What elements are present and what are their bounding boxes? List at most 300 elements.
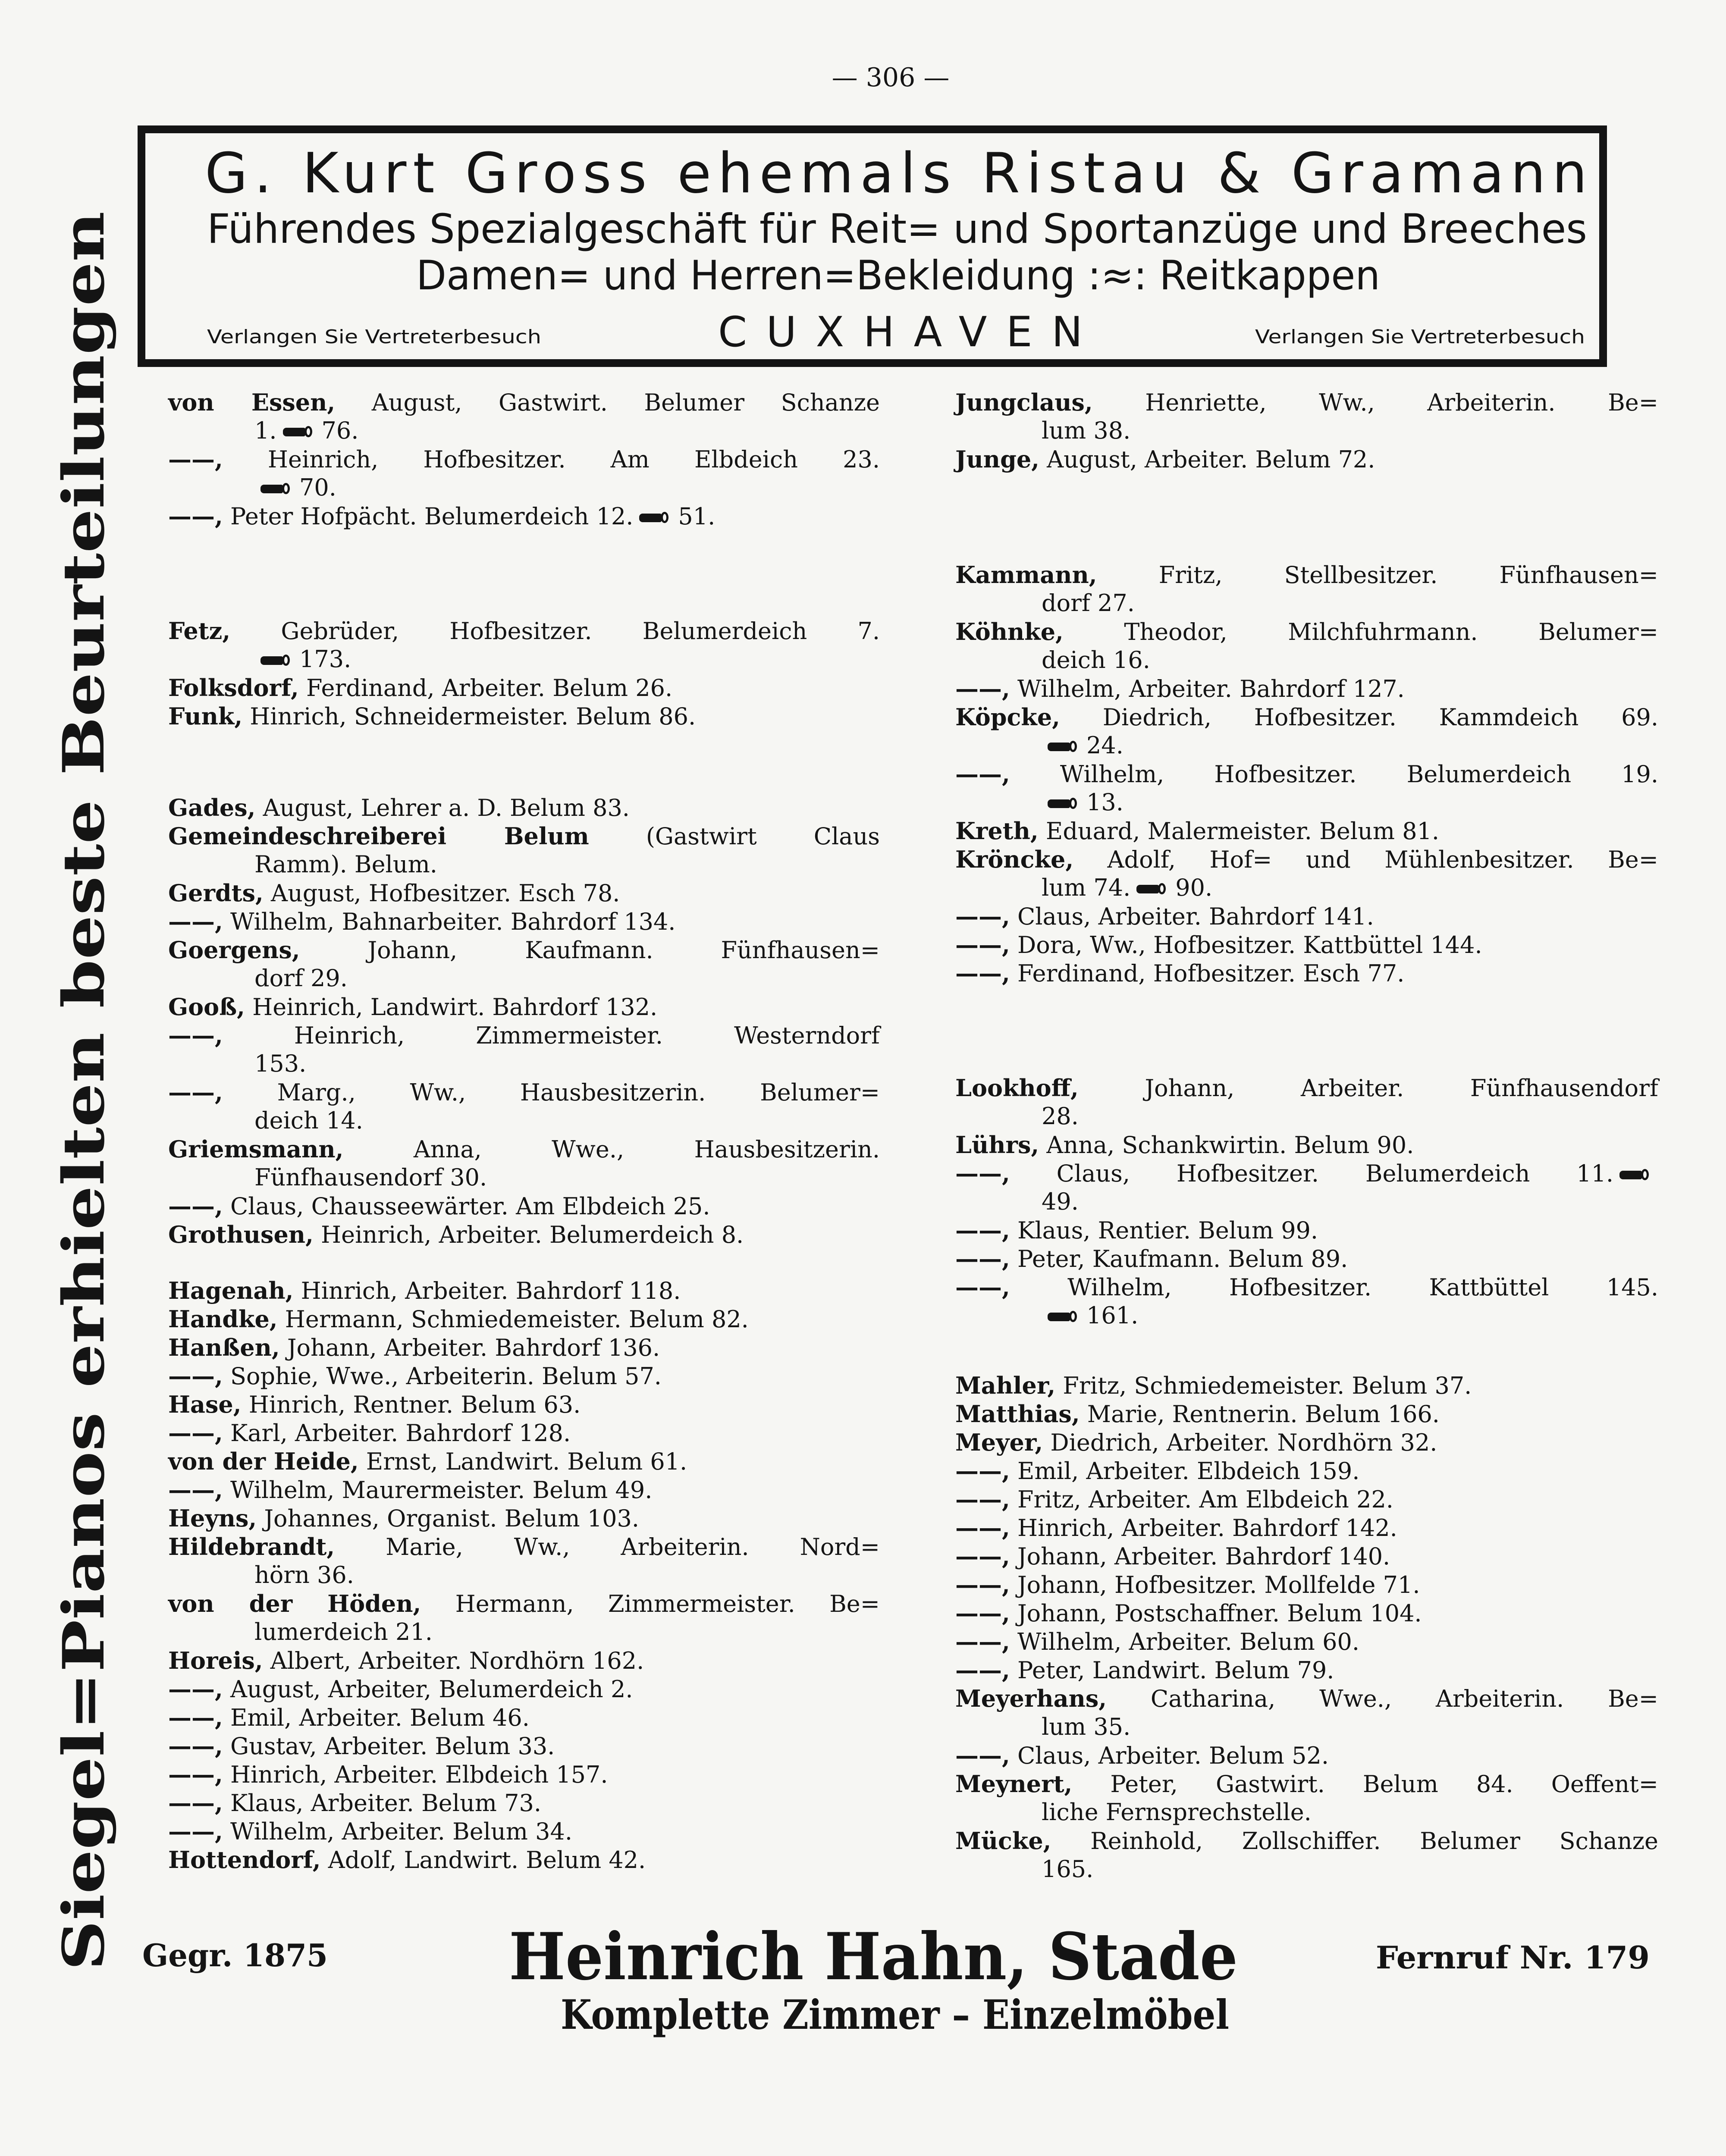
- entry-name: Matthias,: [955, 1400, 1080, 1428]
- side-advertisement: Siegel=Pianos erhielten beste Beurteilungen: [50, 531, 117, 1971]
- entry-details: Gebrüder, Hofbesitzer. Belumerdeich 7.: [281, 617, 880, 645]
- directory-entry: [955, 1457, 1658, 1485]
- directory-entry: [955, 703, 1658, 760]
- entry-continuation: [955, 788, 1658, 817]
- directory-entry: [955, 845, 1658, 902]
- directory-entry: [168, 702, 880, 730]
- directory-entry: [955, 674, 1658, 703]
- entry-details: Heinrich, Zimmermeister. Westerndorf: [294, 1022, 880, 1049]
- entry-details: Wilhelm, Hofbesitzer. Belumerdeich 19.: [1060, 761, 1658, 788]
- entry-continuation: [168, 850, 880, 879]
- entry-line: [955, 817, 1658, 845]
- entry-continuation: [955, 417, 1658, 445]
- entry-line: [955, 1244, 1658, 1273]
- entry-line: [955, 1485, 1658, 1514]
- entry-details: Emil, Arbeiter. Belum 46.: [230, 1704, 530, 1731]
- entry-details: Peter Hofpächt. Belumerdeich 12.: [230, 503, 634, 530]
- ad-city: CUXHAVEN: [718, 308, 1083, 356]
- entry-name: Gerdts,: [168, 879, 264, 907]
- directory-entry: [955, 1485, 1658, 1514]
- entry-name: Kammann,: [955, 561, 1097, 589]
- directory-entry: [955, 1741, 1658, 1770]
- entry-line: [168, 1732, 880, 1760]
- entry-details: Marie, Rentnerin. Belum 166.: [1087, 1401, 1440, 1428]
- entry-details: Wilhelm, Hofbesitzer. Kattbüttel 145.: [1067, 1274, 1659, 1301]
- entry-details: August, Lehrer a. D. Belum 83.: [263, 794, 630, 821]
- entry-details: Fritz, Stellbesitzer. Fünfhausen=: [1158, 561, 1658, 589]
- entry-name: ——,: [955, 1542, 1010, 1570]
- directory-entry: [168, 1504, 880, 1532]
- entry-line: [168, 1646, 880, 1675]
- directory-entry: [955, 1570, 1658, 1599]
- entry-line: [168, 1789, 880, 1817]
- directory-entry: [168, 993, 880, 1021]
- entry-name: ——,: [955, 903, 1010, 930]
- entry-name: Meynert,: [955, 1770, 1073, 1798]
- entry-continuation: [955, 1713, 1658, 1741]
- directory-entry: [168, 1646, 880, 1675]
- telephone-icon: [259, 654, 293, 668]
- entry-details: Wilhelm, Arbeiter. Belum 34.: [230, 1818, 573, 1845]
- entry-line: [168, 1532, 880, 1561]
- entry-line: [955, 931, 1658, 959]
- entry-details: lum 35.: [1042, 1713, 1131, 1740]
- entry-details: Karl, Arbeiter. Bahrdorf 128.: [230, 1420, 571, 1447]
- entry-details: Claus, Hofbesitzer. Belumerdeich 11.: [1056, 1160, 1614, 1187]
- entry-details: 153.: [254, 1050, 307, 1077]
- entry-line: [955, 1570, 1658, 1599]
- entry-name: Köpcke,: [955, 703, 1060, 731]
- entry-line: [168, 879, 880, 907]
- directory-entry: [168, 793, 880, 822]
- directory-entry: [955, 1428, 1658, 1457]
- entry-line: [168, 1419, 880, 1447]
- telephone-icon: [259, 482, 293, 497]
- entry-details: Hermann, Schmiedemeister. Belum 82.: [285, 1306, 749, 1333]
- directory-entry: [168, 1021, 880, 1078]
- directory-entry: [955, 931, 1658, 959]
- entry-details: Klaus, Rentier. Belum 99.: [1017, 1217, 1318, 1244]
- entry-continuation: [955, 874, 1658, 902]
- entry-details: Wilhelm, Maurermeister. Belum 49.: [230, 1476, 653, 1504]
- entry-details: August, Gastwirt. Belumer Schanze: [371, 389, 880, 416]
- entry-name: ——,: [955, 1216, 1010, 1244]
- entry-name: ——,: [955, 959, 1010, 987]
- entry-details: Diedrich, Hofbesitzer. Kammdeich 69.: [1102, 704, 1659, 731]
- entry-details: Eduard, Malermeister. Belum 81.: [1045, 818, 1440, 845]
- entry-continuation: [168, 473, 880, 502]
- entry-line: [168, 702, 880, 730]
- letter-section: [955, 1371, 1658, 1883]
- entry-details: Marie, Ww., Arbeiterin. Nord=: [386, 1533, 880, 1561]
- entry-details: Sophie, Wwe., Arbeiterin. Belum 57.: [230, 1363, 662, 1390]
- entry-name: ——,: [955, 1599, 1010, 1627]
- directory-entry: [955, 1400, 1658, 1428]
- entry-line: [955, 1627, 1658, 1656]
- entry-name: ——,: [955, 1742, 1010, 1769]
- telephone-number: 51.: [678, 503, 716, 530]
- entry-line: [955, 1216, 1658, 1244]
- directory-entry: [955, 561, 1658, 617]
- ad-note-left: Verlangen Sie Vertreterbesuch: [207, 326, 541, 348]
- entry-name: Junge,: [955, 445, 1039, 473]
- entry-name: ——,: [168, 1078, 223, 1106]
- entry-line: [168, 1021, 880, 1050]
- entry-name: ——,: [955, 1628, 1010, 1655]
- telephone-number: 76.: [321, 417, 359, 444]
- directory-entry: [955, 1827, 1658, 1883]
- ad-clothing: Damen= und Herren=Bekleidung :≈: Reitkappen: [416, 252, 1380, 299]
- entry-details: Catharina, Wwe., Arbeiterin. Be=: [1150, 1685, 1658, 1712]
- entry-details: Johann, Arbeiter. Bahrdorf 140.: [1017, 1543, 1390, 1570]
- entry-details: Claus, Arbeiter. Belum 52.: [1017, 1742, 1329, 1769]
- entry-line: [955, 1542, 1658, 1570]
- directory-entry: [168, 617, 880, 674]
- entry-name: Grothusen,: [168, 1221, 314, 1248]
- entry-line: [168, 445, 880, 473]
- telephone-icon: [1618, 1168, 1652, 1183]
- entry-details: deich 16.: [1042, 646, 1150, 674]
- entry-continuation: [955, 1855, 1658, 1883]
- directory-entry: [168, 936, 880, 993]
- entry-continuation: [955, 731, 1658, 760]
- entry-line: [168, 993, 880, 1021]
- telephone-icon: [1135, 882, 1169, 897]
- entry-details: Wilhelm, Arbeiter. Bahrdorf 127.: [1017, 675, 1405, 702]
- directory-entry: [168, 1447, 880, 1476]
- directory-entry: [955, 617, 1658, 674]
- entry-line: [168, 388, 880, 417]
- entry-name: ——,: [168, 1732, 223, 1760]
- entry-details: Reinhold, Zollschiffer. Belumer Schanze: [1090, 1827, 1658, 1855]
- entry-details: Ramm). Belum.: [254, 851, 437, 878]
- entry-details: liche Fernsprechstelle.: [1042, 1799, 1312, 1826]
- entry-details: 1.: [254, 417, 277, 444]
- telephone-icon: [637, 511, 672, 526]
- entry-name: Funk,: [168, 702, 243, 730]
- entry-details: Fünfhausendorf 30.: [254, 1164, 487, 1191]
- entry-continuation: [168, 964, 880, 993]
- directory-entry: [168, 907, 880, 936]
- entry-line: [955, 561, 1658, 589]
- letter-section: [168, 388, 880, 530]
- directory-entry: [955, 1244, 1658, 1273]
- entry-details: deich 14.: [254, 1107, 363, 1134]
- telephone-number: 24.: [1086, 732, 1123, 759]
- entry-details: lumerdeich 21.: [254, 1618, 433, 1645]
- entry-name: ——,: [168, 908, 223, 935]
- directory-entry: [168, 1305, 880, 1333]
- entry-line: [168, 502, 880, 530]
- entry-name: ——,: [955, 1273, 1010, 1301]
- telephone-icon: [1046, 797, 1080, 812]
- entry-continuation: [168, 1163, 880, 1192]
- entry-continuation: [955, 1188, 1658, 1216]
- entry-name: Lührs,: [955, 1131, 1039, 1159]
- entry-name: ——,: [168, 502, 223, 530]
- entry-details: Peter, Landwirt. Belum 79.: [1017, 1657, 1334, 1684]
- directory-entry: [955, 1159, 1658, 1216]
- entry-line: [955, 1741, 1658, 1770]
- entry-line: [168, 1675, 880, 1703]
- ad-founded: Gegr. 1875: [142, 1937, 328, 1974]
- directory-entry: [168, 1532, 880, 1589]
- entry-details: Albert, Arbeiter. Nordhörn 162.: [270, 1647, 644, 1674]
- entry-details: 165.: [1042, 1855, 1094, 1883]
- directory-entry: [168, 1476, 880, 1504]
- entry-name: Köhnke,: [955, 618, 1064, 646]
- entry-details: Ernst, Landwirt. Belum 61.: [366, 1448, 687, 1475]
- entry-name: ——,: [955, 760, 1010, 788]
- entry-name: von der Heide,: [168, 1448, 359, 1475]
- entry-line: [168, 617, 880, 645]
- entry-name: ——,: [168, 1789, 223, 1817]
- entry-details: Hinrich, Arbeiter. Bahrdorf 118.: [301, 1277, 681, 1304]
- entry-details: Wilhelm, Arbeiter. Belum 60.: [1017, 1628, 1360, 1655]
- entry-name: ——,: [955, 1571, 1010, 1598]
- entry-line: [168, 1703, 880, 1732]
- entry-name: Jungclaus,: [955, 389, 1093, 416]
- directory-entry: [168, 1276, 880, 1305]
- directory-entry: [168, 1789, 880, 1817]
- directory-entry: [168, 1419, 880, 1447]
- entry-details: Claus, Arbeiter. Bahrdorf 141.: [1017, 903, 1374, 930]
- entry-details: lum 74.: [1042, 874, 1131, 901]
- entry-name: Hanßen,: [168, 1334, 280, 1361]
- entry-continuation: [168, 1106, 880, 1135]
- letter-section: [168, 617, 880, 730]
- entry-details: Anna, Wwe., Hausbesitzerin.: [413, 1136, 880, 1163]
- entry-name: von der Höden,: [168, 1590, 421, 1617]
- entry-name: Hase,: [168, 1391, 242, 1418]
- entry-name: ——,: [168, 1419, 223, 1447]
- entry-line: [168, 1276, 880, 1305]
- entry-line: [955, 760, 1658, 788]
- entry-details: Peter, Kaufmann. Belum 89.: [1017, 1245, 1348, 1272]
- entry-details: Adolf, Landwirt. Belum 42.: [328, 1846, 646, 1874]
- entry-name: Mahler,: [955, 1372, 1056, 1399]
- entry-line: [955, 1400, 1658, 1428]
- directory-entry: [168, 1589, 880, 1646]
- entry-details: Johann, Postschaffner. Belum 104.: [1017, 1600, 1422, 1627]
- directory-entry: [168, 1333, 880, 1362]
- entry-name: ——,: [955, 1656, 1010, 1684]
- entry-name: Gades,: [168, 794, 256, 821]
- directory-entry: [168, 502, 880, 530]
- entry-name: ——,: [168, 1761, 223, 1788]
- directory-entry: [955, 1599, 1658, 1627]
- entry-continuation: [168, 1561, 880, 1589]
- entry-line: [955, 1371, 1658, 1400]
- entry-details: 49.: [1042, 1188, 1079, 1215]
- entry-details: Hinrich, Arbeiter. Bahrdorf 142.: [1017, 1514, 1397, 1542]
- entry-continuation: [955, 589, 1658, 617]
- entry-name: ——,: [955, 1514, 1010, 1542]
- entry-line: [168, 1135, 880, 1163]
- entry-line: [955, 1273, 1658, 1301]
- directory-entry: [168, 1135, 880, 1192]
- telephone-icon: [281, 425, 316, 440]
- entry-line: [168, 1333, 880, 1362]
- entry-name: Griemsmann,: [168, 1135, 344, 1163]
- entry-details: Heinrich, Hofbesitzer. Am Elbdeich 23.: [267, 446, 880, 473]
- entry-details: Fritz, Arbeiter. Am Elbdeich 22.: [1017, 1486, 1393, 1513]
- entry-continuation: [168, 645, 880, 674]
- directory-entry: [168, 1760, 880, 1789]
- entry-name: Meyer,: [955, 1429, 1043, 1456]
- entry-line: [955, 1827, 1658, 1855]
- entry-details: Klaus, Arbeiter. Belum 73.: [230, 1789, 542, 1817]
- entry-name: ——,: [955, 1457, 1010, 1485]
- telephone-icon: [1046, 740, 1080, 755]
- letter-section: [168, 793, 880, 1249]
- entry-line: [955, 445, 1658, 473]
- directory-entry: [168, 445, 880, 502]
- entry-details: Johann, Kaufmann. Fünfhausen=: [367, 937, 880, 964]
- entry-details: Henriette, Ww., Arbeiterin. Be=: [1145, 389, 1658, 416]
- directory-entry: [168, 1362, 880, 1390]
- telephone-icon: [1046, 1310, 1080, 1325]
- directory-entry: [955, 1514, 1658, 1542]
- entry-line: [955, 1684, 1658, 1713]
- entry-details: Anna, Schankwirtin. Belum 90.: [1046, 1131, 1414, 1159]
- entry-details: lum 38.: [1042, 417, 1131, 444]
- directory-entry: [168, 1192, 880, 1220]
- entry-details: Johannes, Organist. Belum 103.: [264, 1505, 640, 1532]
- entry-details: Adolf, Hof= und Mühlenbesitzer. Be=: [1107, 846, 1658, 873]
- entry-name: Horeis,: [168, 1647, 263, 1674]
- directory-entry: [955, 1770, 1658, 1827]
- entry-line: [955, 1074, 1658, 1102]
- entry-details: Marg., Ww., Hausbesitzerin. Belumer=: [277, 1079, 880, 1106]
- entry-line: [955, 902, 1658, 931]
- entry-line: [168, 1817, 880, 1846]
- entry-line: [168, 674, 880, 702]
- letter-section: [168, 1276, 880, 1874]
- entry-line: [168, 936, 880, 964]
- ad-phone: Fernruf Nr. 179: [1376, 1939, 1650, 1976]
- letter-section: [955, 1074, 1658, 1330]
- entry-details: (Gastwirt Claus: [646, 823, 880, 850]
- directory-entry: [168, 1703, 880, 1732]
- telephone-number: 70.: [299, 474, 336, 501]
- entry-details: Dora, Ww., Hofbesitzer. Kattbüttel 144.: [1017, 931, 1482, 959]
- entry-details: Heinrich, Arbeiter. Belumerdeich 8.: [321, 1221, 744, 1248]
- directory-entry: [168, 1846, 880, 1874]
- ad-note-right: Verlangen Sie Vertreterbesuch: [1255, 326, 1585, 348]
- ad-company-name: G. Kurt Gross ehemals Ristau & Gramann: [205, 141, 1587, 206]
- entry-details: August, Hofbesitzer. Esch 78.: [271, 880, 620, 907]
- entry-details: Fritz, Schmiedemeister. Belum 37.: [1063, 1372, 1472, 1399]
- directory-entry: [955, 388, 1658, 445]
- entry-line: [955, 1159, 1658, 1188]
- entry-details: hörn 36.: [254, 1561, 354, 1589]
- entry-name: Lookhoff,: [955, 1074, 1079, 1102]
- directory-entry: [168, 879, 880, 907]
- entry-details: Gustav, Arbeiter. Belum 33.: [230, 1733, 555, 1760]
- entry-name: ——,: [168, 1704, 223, 1731]
- entry-line: [168, 1760, 880, 1789]
- ad-company: Heinrich Hahn, Stade: [509, 1919, 1238, 1995]
- directory-entry: [955, 445, 1658, 473]
- directory-entry: [168, 1732, 880, 1760]
- entry-line: [955, 845, 1658, 874]
- directory-entry: [168, 1675, 880, 1703]
- entry-line: [168, 1476, 880, 1504]
- bottom-advertisement: [142, 1919, 1650, 2039]
- entry-line: [955, 703, 1658, 731]
- entry-continuation: [168, 417, 880, 445]
- entry-details: Hinrich, Rentner. Belum 63.: [248, 1391, 581, 1418]
- entry-details: Hinrich, Schneidermeister. Belum 86.: [250, 703, 696, 730]
- entry-name: ——,: [168, 1192, 223, 1220]
- directory-entry: [955, 1371, 1658, 1400]
- letter-section: [955, 388, 1658, 473]
- entry-name: ——,: [955, 1159, 1010, 1187]
- entry-name: Folksdorf,: [168, 674, 299, 702]
- entry-line: [168, 1192, 880, 1220]
- entry-continuation: [955, 1301, 1658, 1330]
- entry-name: Gemeindeschreiberei Belum: [168, 822, 589, 850]
- entry-name: ——,: [168, 1362, 223, 1390]
- directory-entry: [168, 1390, 880, 1419]
- entry-name: ——,: [168, 445, 223, 473]
- entry-continuation: [955, 1798, 1658, 1827]
- entry-name: Gooß,: [168, 993, 245, 1021]
- directory-entry: [168, 1817, 880, 1846]
- directory-entry: [955, 817, 1658, 845]
- directory-entry: [168, 1078, 880, 1135]
- directory-entry: [955, 1074, 1658, 1131]
- entry-line: [955, 674, 1658, 703]
- directory-entry: [955, 1273, 1658, 1330]
- page-number: — 306 —: [832, 63, 950, 93]
- entry-continuation: [168, 1050, 880, 1078]
- entry-details: August, Arbeiter. Belum 72.: [1047, 446, 1375, 473]
- entry-name: ——,: [955, 1485, 1010, 1513]
- telephone-number: 13.: [1086, 789, 1123, 816]
- entry-name: Kreth,: [955, 817, 1039, 845]
- entry-details: Theodor, Milchfuhrmann. Belumer=: [1124, 618, 1658, 646]
- entry-line: [168, 822, 880, 850]
- entry-line: [168, 1390, 880, 1419]
- entry-line: [955, 959, 1658, 987]
- entry-details: dorf 29.: [254, 965, 348, 992]
- telephone-number: 161.: [1086, 1302, 1139, 1329]
- entry-details: Johann, Arbeiter. Bahrdorf 136.: [287, 1334, 660, 1361]
- entry-name: Mücke,: [955, 1827, 1051, 1855]
- entry-name: ——,: [168, 1022, 223, 1049]
- entry-line: [168, 793, 880, 822]
- entry-details: Peter, Gastwirt. Belum 84. Oeffent=: [1110, 1771, 1658, 1798]
- entry-name: Hildebrandt,: [168, 1533, 335, 1561]
- entry-details: Ferdinand, Hofbesitzer. Esch 77.: [1017, 960, 1405, 987]
- entry-line: [955, 1656, 1658, 1684]
- entry-line: [168, 1305, 880, 1333]
- directory-entry: [955, 1627, 1658, 1656]
- entry-line: [955, 388, 1658, 417]
- telephone-number: 90.: [1175, 874, 1213, 901]
- entry-name: ——,: [955, 931, 1010, 959]
- entry-line: [168, 907, 880, 936]
- entry-details: dorf 27.: [1042, 589, 1135, 617]
- entry-line: [955, 1131, 1658, 1159]
- entry-name: ——,: [955, 675, 1010, 702]
- entry-line: [955, 1428, 1658, 1457]
- entry-details: 28.: [1042, 1103, 1079, 1130]
- top-advertisement: [141, 129, 1603, 363]
- entry-line: [955, 1457, 1658, 1485]
